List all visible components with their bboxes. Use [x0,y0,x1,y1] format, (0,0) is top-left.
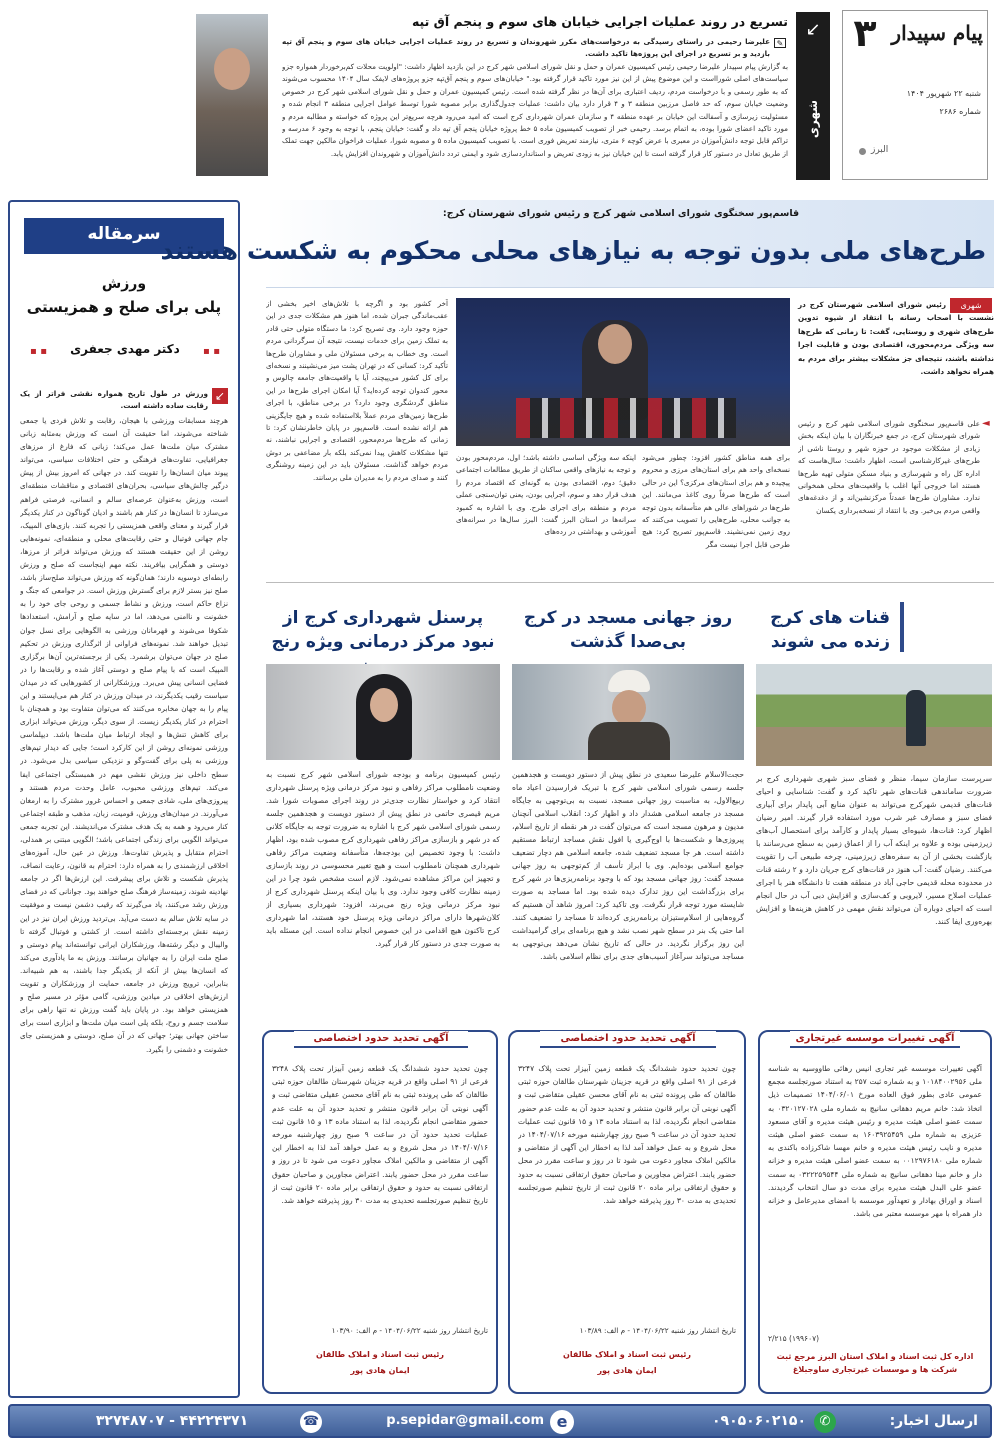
author-dashes-left: ▪ ▪ [30,346,48,357]
region-label: البرز [871,145,889,155]
main-col-mid2: برای همه مناطق کشور افزود: چطور می‌شود نسخه‌ای واحد هم برای استان‌های مرزی و محروم پیچیده و هم برای استان‌های مرکزی؟ این در حالی است که طرح‌ها صرفاً روی کاغذ می‌مانند. این طرح‌ها در شوراهای عالی هم متأسفانه بدون توجه به جوانب محلی، طرح‌هایی را تصویب می‌کنند که روی زمین نمی‌نشیند. قاسم‌پور تصریح کرد: هیچ طرحی قابل اجرا نیست مگر [642,453,790,549]
ad-box-2 [508,1030,746,1394]
date-line: شنبه ۲۲ شهریور ۱۴۰۴ [906,89,981,98]
qanat-headline: قنات های کرج زنده می شوند [770,608,890,652]
mosque-photo [512,664,744,760]
editorial-arrow-icon: ↙ [212,388,228,404]
logo [879,15,983,63]
speaker-face [598,324,632,364]
editorial-title-1: ورزش [101,276,147,292]
author-bar [30,342,220,360]
cleric-turban [608,670,650,692]
face-shape [214,48,250,90]
woman-face [370,688,398,722]
microphones [516,398,736,438]
main-col-mid1: اینکه سه ویژگی اساسی داشته باشد؛ اول، مردم‌محور بودن و توجه به نیازهای واقعی ساکنان از طریق مطالعات اجتماعی دقیق؛ دوم، اقتصادی بودن به گونه‌ای که اقتصاد مردم را هدف قرار دهد و سوم، اجرایی بودن، یعنی توان‌سنجی عملی مردم و منطقه برای اجرای طرح. وی با اشاره به کمبود سرانه‌ها در استان البرز گفت: البرز سال‌ها در سرانه‌های آموزشی و بهداشتی در رده‌های [456,453,636,537]
contact-bar [8,1404,992,1438]
main-col-left: آخر کشور بود و اگرچه با تلاش‌های اخیر بخشی از عقب‌ماندگی جبران شده، اما هنوز هم مشکلات جدی در این حوزه وجود دارد. وی تصریح کرد: ما دستگاه متولی حتی قادر به تملک زمین برای خدمات نیست، نتیجه آن سرگردانی مردم است. وی خطاب به برخی مسئولان ملی و مشاوران طرح‌ها تأکید کرد: کسانی که در تهران پشت میز می‌نشینند و نسخه‌ای برای کل کشور می‌پیچند، آیا با واقعیت‌های جامعه چالوس و محور کندوان توجه کرده‌اید؟ آیا امکان اجرای طرح‌ها در این مناطق گردشگری وجود دارد؟ در برخی مناطق، با اجرای طرح‌ها زمین‌های مردم عملاً بلااستفاده شده و هیچ جایگزینی هم ارائه نشده است. قاسم‌پور در پایان خاطرنشان کرد: تا زمانی که طرح‌ها مردم‌محور، اقتصادی و اجرایی نباشند، نه تنها مشکلات کاهش پیدا نمی‌کند بلکه بار مضاعفی بر دوش مردم خواهد گذاشت. مسئولان باید در این زمینه روشنگری کنند و صدای مردم را به مدیران ملی برسانند. [266,299,448,482]
staff-photo [266,664,500,760]
ad-box-3 [262,1030,498,1394]
mosque-body: حجت‌الاسلام علیرضا سعیدی در نطق پیش از دستور دویست و هجدهمین جلسه رسمی شورای اسلامی شهر کرج با تبریک فرارسیدن اعیاد ماه ربیع‌الاول، به مناسبت روز جهانی مسجد، نسبت به بی‌توجهی به جایگاه مسجد در جامعه اسلامی هشدار داد و اظهار کرد: انقلاب اسلامی آنچنان مدیون و مرهون مسجد است که می‌توان گفت در هر نقطه از تاریخ اسلام، پیروزی‌ها و شکست‌ها با اوج‌گیری یا افول نقش مساجد ارتباط مستقیم داشته است. هر جا مسجد تضعیف شده، جامعه اسلامی هم دچار تضعیف جوامع اسلامی بوده‌ایم. وی با ابراز تأسف از کم‌توجهی به روز جهانی مسجد گفت: روز جهانی مسجد بود که با وجود برنامه‌ریزی‌ها در شهر کرج برای بزرگداشت این روز تدارک دیده شده بود. اما مساجد به صورت شایسته مورد توجه قرار نگرفت. وی تاکید کرد: امروز شاهد آن هستیم که گروه‌هایی از اسلام‌ستیزان برنامه‌ریزی کرده‌اند تا مساجد را تضعیف کنند. اما حتی یک بنر در سطح شهر نصب نشد و هیچ برنامه‌ای برای گرامیداشت این روز برگزار نگردید. در حالی که تاریخ نشان می‌دهد بی‌توجهی به مساجد می‌تواند سرآغاز آسیب‌های جدی برای نظام اسلامی باشد. [512,770,744,961]
pencil-icon: ✎ [774,38,786,48]
section-label: شهری [806,99,820,139]
phone-icon: ☎ [300,1411,322,1433]
ad-2-footer: رئیس ثبت اسناد و املاک طالقان [563,1350,691,1359]
ad-3-title: آگهی تحدید حدود اختصاصی [294,1031,468,1048]
ad-3-footer-name: ایمان هادی پور [350,1366,410,1375]
logo-text: پیام سپیدار [891,21,983,45]
ad-2-footer-name: ایمان هادی پور [597,1366,657,1375]
ad-2-title: آگهی تحدید حدود اختصاصی [540,1031,716,1048]
press-conference-photo [456,298,790,446]
masthead [0,0,1000,192]
editorial-box [8,200,240,1398]
main-body-arrow-icon: ◄ [982,418,990,429]
main-col-right: علی قاسم‌پور سخنگوی شورای اسلامی شهر کرج و رئیس شورای شهرستان کرج، در جمع خبرنگاران با بیان اینکه بخش زیادی از مشکلات موجود در حوزه شهر و روستا ناشی از طرح‌های غیرکارشناسی است، اظهار داشت: سال‌هاست که اداره کل راه و شهرسازی و بنیاد مسکن متولی تهیه طرح‌ها هستند اما خروجی آنها اغلب با واقعیت‌های محلی همخوانی ندارد. مشاوران طرح‌ها عمدتاً مرکزنشین‌اند و از دغدغه‌های واقعی مردم بی‌خبر. وی با انتقاد از نسخه‌برداری یکسان [798,419,980,515]
ad-3-body: چون تحدید حدود ششدانگ یک قطعه زمین آبیزار تحت پلاک ۳۲۴۸ فرعی از ۹۱ اصلی واقع در قریه جزینان شهرستان طالقان حوزه ثبتی طالقان که طی پرونده ثبتی به نام آقای محسن عقیلی متقاضی ثبت و آگهی نوبتی آن برابر قانون منتشر و تحدید حدود آن به علت عدم حضور متقاضی انجام نگردیده، لذا به استناد ماده ۱۳ و ۱۵ قانون ثبت عملیات تحدید حدود آن در ساعت ۹ صبح روز چهارشنبه مورخه ۱۴۰۴/۰۷/۱۶ در محل شروع و به عمل خواهد آمد لذا به اخطار این آگهی از متقاضی و مالکین املاک مجاور دعوت می شود تا در روز و ساعت مقرر در محل حضور یابند. اعتراض مجاورین و صاحبان حقوق ارتفاقی نسبت به حدود و حقوق ارتفاقی برابر ماده ۲۰ قانون ثبت از تاریخ تنظیم صورتجلسه تحدیدی به مدت ۳۰ روز پذیرفته خواهد شد. [272,1064,488,1206]
main-kicker: قاسم‌پور سخنگوی شورای اسلامی شهر کرج و رئیس شورای شهرستان کرج: [442,208,800,219]
ad-1-footer-sub: (۱۹۹۶۰۷) ۲/۲۱۵ [768,1334,820,1343]
email-address[interactable]: p.sepidar@gmail.com [386,1413,544,1428]
arrow-icon: ↙ [805,19,821,40]
worker-figure [906,690,926,746]
ad-1-title: آگهی تغییرات موسسه غیرتجاری [790,1031,960,1048]
author-dashes-right: ▪ ▪ [202,346,220,357]
ad-2-body: چون تحدید حدود ششدانگ یک قطعه زمین آبیزار تحت پلاک ۳۲۴۷ فرعی از ۹۱ اصلی واقع در قریه جزینان شهرستان طالقان حوزه ثبتی طالقان که طی پرونده ثبتی به نام آقای محسن عقیلی متقاضی ثبت و آگهی نوبتی آن برابر قانون منتشر و تحدید حدود آن به علت عدم حضور متقاضی انجام نگردیده، لذا به استناد ماده ۱۳ و ۱۵ قانون ثبت عملیات تحدید حدود آن در ساعت ۹ صبح روز چهارشنبه مورخه ۱۴۰۴/۰۷/۱۶ در محل شروع و به عمل خواهد آمد لذا به اخطار این آگهی از متقاضی و مالکین املاک مجاور دعوت می شود تا در روز و ساعت مقرر در محل حضور یابند. اعتراض مجاورین و صاحبان حقوق ارتفاقی نسبت به حدود و حقوق ارتفاقی برابر ماده ۲۰ قانون ثبت از تاریخ تنظیم صورتجلسه تحدیدی به مدت ۳۰ روز پذیرفته خواهد شد. [518,1064,736,1206]
region-dot [859,148,866,155]
staff-headline: پرسنل شهرداری کرج از نبود مرکز درمانی ویژه رنج [271,608,495,652]
editorial-section-title: سرمقاله [87,224,161,244]
page-number: ۳ [853,11,877,55]
ad-2-footer-sub: تاریخ انتشار روز شنبه ۱۴۰۴/۰۶/۲۲ - م الف: ۱۰۳/۸۹ [579,1326,736,1335]
cleric-robe [588,722,670,760]
email-icon: e [550,1410,574,1434]
editorial-body: هرچند مسابقات ورزشی با هیجان، رقابت و تلاش فردی یا جمعی شناخته می‌شوند، اما حقیقت آن است که ورزش به‌مثابه زبانی مشترک میان ملت‌ها عمل می‌کند؛ زبانی که فارغ از مرزهای جغرافیایی، تفاوت‌های فرهنگی و حتی اختلافات سیاسی، می‌تواند پیوند میان انسان‌ها را تقویت کند. در جهانی که امروز بیش از پیش درگیر چالش‌های سیاسی، بحران‌های اقتصادی و مناقشات منطقه‌ای است، ورزش به‌عنوان عرصه‌ای سالم و انسانی، فرصتی فراهم می‌سازد تا انسان‌ها در کنار هم باشند و ادیان گوناگون در کنار یکدیگر قرار گیرند و معنای واقعی همزیستی را تجربه کنند. بازی‌های المپیک، جام جهانی فوتبال و حتی رقابت‌های محلی و منطقه‌ای، نمونه‌هایی روشن از این حقیقت هستند که ورزش می‌تواند فراتر از مرزها، دوستی و همگرایی بیافریند. نکته مهم اینجاست که صلح و ورزش رابطه‌ای دوسویه دارند؛ همان‌گونه که ورزش می‌تواند صلح‌ساز باشد، صلح نیز بستر لازم برای گسترش ورزش است. در جوامعی که جنگ و نزاع حاکم است، ورزش و نشاط جسمی و روحی جای خود را به خشونت و ناامنی می‌دهد، اما در سایه صلح و آرامش، استعدادها شکوفا می‌شوند و قهرمانان ورزشی به الگوهایی برای نسل جوان تبدیل خواهند شد. نمونه‌های فراوانی از اثرگذاری ورزش در تحکیم صلح در جهان می‌توان برشمرد. یکی از برجسته‌ترین آن‌ها برگزاری المپیک است که با پیام صلح و دوستی آغاز شده و رقابت‌ها را در فضایی انسانی پیش می‌برد. ورزشکارانی از کشورهایی که در میدان سیاست رقیب یکدیگرند، در میدان ورزش در کنار هم می‌ایستند و این پیام را به جهان مخابره می‌کنند که می‌توان متفاوت بود و همچنان با احترام در کنار یکدیگر زیست. از سوی دیگر، ورزش می‌تواند ابزاری برای کاهش تنش‌ها و ایجاد ارتباط میان ملت‌ها باشد. دیپلماسی ورزشی نمونه‌ای روشن از این کارکرد است؛ جایی که دیدار تیم‌های ورزشی به پلی برای گفت‌وگو و نزدیکی سیاسی بدل می‌شود. در سطح داخلی نیز ورزش نقشی مهم در همبستگی اجتماعی ایفا می‌کند. تیم‌های ورزشی محبوب، عامل وحدت مردم هستند و پیروزی‌های ملی، شادی جمعی و احساس غرور مشترک را به ارمغان می‌آورند. در میدان‌های ورزش، قومیت، زبان، مذهب و طبقه اجتماعی کنار می‌رود و همه به یک هدف مشترک می‌اندیشند. این تجربه جمعی می‌تواند الگویی برای زندگی اجتماعی باشد؛ الگویی مبتنی بر همدلی، احترام متقابل و پذیرش تفاوت‌ها. ورزش در عین حال، آموزه‌های اخلاقی ارزشمندی را به همراه دارد: احترام به قانون، رعایت انصاف، پذیرش شکست و تلاش برای پیشرفت. این ارزش‌ها اگر در جامعه نهادینه شوند، زمینه‌ساز فرهنگ صلح خواهند بود. جوانانی که در فضای ورزش رشد می‌کنند، یاد می‌گیرند که رقیب دشمن نیست و موفقیت در سایه تلاش سالم به دست می‌آید. بی‌تردید ورزش ایران نیز در این زمینه نقش برجسته‌ای داشته است. از کشتی و فوتبال گرفته تا والیبال و دیگر رشته‌ها، ورزشکاران ایرانی توانسته‌اند پیام دوستی و صلح ملت ایران را به جهانیان برسانند. ورزش به ما یادآوری می‌کند که انسان‌ها بیش از آنکه از یکدیگر جدا باشند، به هم شبیه‌اند. بنابراین، ترویج ورزش در جامعه، حمایت از ورزشکاران و تقویت ارزش‌های اخلاقی در میادین ورزشی، گامی مؤثر در مسیر صلح و همزیستی خواهد بود. در پایان باید گفت ورزش نه تنها راهی برای سلامت جسم و روح، بلکه پلی است میان ملت‌ها و ابزاری است برای ساختن جهانی بهتر؛ جهانی که در آن صلح، دوستی و همزیستی جای خشونت و دشمنی را بگیرد. [20,416,228,1054]
qanat-accent [900,602,904,652]
rahimi-photo [196,14,268,176]
top-story-lead: علیرضا رحیمی در راستای رسیدگی به درخواست‌های مکرر شهروندان و تسریع در روند عملیات اجرایی خیابان های سوم و پنجم آق تپه بازدید و بر تسریع در اجرای این پروژه‌ها تاکید داشت. [282,37,770,59]
top-story-body: به گزارش پیام سپیدار علیرضا رحیمی رئیس کمیسیون عمران و حمل و نقل شورای اسلامی شهر کرج در این بازدید اظهار داشت: "اولویت محلات کم‌برخوردار همواره جزو سیاست‌های اصلی شورااست و این موضوع پیش از این نیز مورد تاکید قرار گرفته بود." خیابان‌های سوم و پنجم آق‌تپه جزو پروژه‌های لایفک سال ۱۴۰۴ محسوب می‌شوند که به طور رسمی و با درخواست مردم، ردیف اعتباری برای آن‌ها در نظر گرفته شده است. رئیس کمیسیون عمران و حمل و نقل شورای اسلامی شهر کرج در خصوص وضعیت خیابان سوم، که حد فاصل مرزبین منطقه ۳ و ۴ قرار دارد بیان داشت: عملیات جدول‌گذاری برابر مصوبه شورا توسط عوامل اجرایی منطقه ۳ انجام شده و مسئولیت زیرسازی و آسفالت این خیابان بر عهده منطقه ۴ و سازمان عمران شهرداری کرج است که امید می‌رود هرچه سریع‌تر این پروژه که خواسته و مطالبه مردم و مورد تاکید اعضای شورا بوده، به اتمام برسد. رحیمی خبر از تصویب کمیسیون ماده ۵ خط پروژه خیابان پنجم آق تپه داد و گفت: خیابان پنجم، با توجه به وجود ۶ مدرسه و تراکم قابل توجه دانش‌آموزان در معبری با عرض کوچه ۶ متری، نیازمند تعریض فوری است. با تصویب کمیسیون ماده ۵ و مصوبه شورا، عملیات فراخوان مالکین جهت تملک از طریق تعادل در دستور کار قرار گرفته است تا این خیابان نیز به زودی تعریض و استانداردسازی شود و ایمنی تردد دانش‌آموزان و شهروندان افزایش یابد. [282,62,788,158]
logo-box [842,10,988,180]
editorial-title-2: پلی برای صلح و همزیستی [26,298,222,316]
qanat-body: سرپرست سازمان سیما، منظر و فضای سبز شهری شهرداری کرج بر ضرورت ساماندهی قنات‌های شهر تاکید کرد و گفت: شناسایی و احیای قنات‌های قدیمی شهرکرج می‌تواند به عنوان منابع آبی پایدار برای آبیاری فضای سبز و مصارف غیر شرب مورد استفاده قرار گیرند. امیر رضیان اظهار کرد: قنات‌ها، شیوه‌ای بسیار پایدار و کارآمد برای استحصال آب‌های زیرزمینی بوده و علاوه بر اینکه آب را از اعماق زمین به سطح می‌رسانند با بازگشت بخشی از آن به سفره‌های زیرزمینی، چرخه طبیعی آب را تقویت می‌کنند. رضیان گفت: آب هنوز در قنات‌های کرج جریان دارد و ۲ رشته قنات در محدوده محله قدیمی حاجی آباد در منطقه هفت تا دانشگاه هنر با اجرای عملیات اصلاح مسیر، لایروبی و کف‌سازی و افزایش دبی آب در حال انجام است که احیای دوباره آن می‌تواند نقش مهمی در کاهش هزینه‌ها و افزایش بهره‌وری ایفا کنند. [756,774,992,926]
main-lead: رئیس شورای اسلامی شهرستان کرج در نشست با اصحاب رسانه با انتقاد از شیوه تدوین طرح‌های شهری و روستایی، گفت: تا زمانی که طرح‌ها سه ویژگی مردم‌محوری، اقتصادی بودن و قابلیت اجرا نداشته باشند، نتیجه‌ای جز مشکلات بیشتر برای مردم به همراه نخواهد داشت. [798,300,994,377]
mosque-headline: روز جهانی مسجد در کرج بی‌صدا گذشت [523,608,733,652]
main-banner [160,200,994,288]
ad-3-footer: رئیس ثبت اسناد و املاک طالقان [316,1350,444,1359]
section-tab [796,12,830,180]
author-name: دکتر مهدی جعفری [70,342,180,356]
editorial-lead: ورزش در طول تاریخ همواره نقشی فراتر از یک رقابت ساده داشته است. [20,389,208,411]
staff-body: رئیس کمیسیون برنامه و بودجه شورای اسلامی شهر کرج نسبت به وضعیت نامطلوب مراکز رفاهی و نبود مرکز درمانی ویژه پرسنل شهرداری انتقاد کرد و خواستار نظارت جدی‌تر در روند اجرای مصوبات شورا شد. مریم قیصری حاتمی در نطق پیش از دستور دویست و هجدهمین جلسه رسمی شورای اسلامی شهر کرج با اشاره به ضرورت توجه به جایگاه کلانی که در شهر و بازسازی مراکز رفاهی شهرداری کرج مصوب شده بود، اظهار داشت: با وجود تخصیص این بودجه‌ها، متأسفانه وضعیت مراکز رفاهی شهرداری همچنان نامطلوب است و هیچ تغییر محسوسی در روند بازسازی و تجهیز این مراکز مشاهده نمی‌شود. لازم است مشخص شود چرا در این زمینه نظارت کافی وجود ندارد. وی با بیان اینکه پرسنل شهرداری کرج از نبود مرکز درمانی ویژه رنج می‌برند، افزود: شهرداری بسیاری از کلان‌شهرها دارای مراکز درمانی ویژه پرسنل خود هستند، اما شهرداری کرج تاکنون هیچ اقدامی در این خصوص انجام نداده است. این مسئله باید به صورت جدی در دستور کار قرار گیرد. [266,770,500,948]
issue-line: شماره ۲۶۸۶ [939,107,981,116]
phone-numbers[interactable]: ۳۲۷۴۸۷۰۷ - ۴۴۲۲۴۳۷۱ [95,1413,249,1429]
cleric-face [612,690,646,726]
qanat-photo [756,664,992,766]
contact-label: ارسال اخبار: [889,1413,978,1429]
ad-1-footer: اداره کل ثبت اسناد و املاک استان البرز مرجع ثبت شرکت ها و موسسات غیرتجاری ساوجبلاغ [776,1352,974,1374]
main-tag: شهری [950,298,992,313]
whatsapp-icon: ✆ [814,1411,836,1433]
ad-1-body: آگهی تغییرات موسسه غیر تجاری انیس رهائی طاووسیه به شناسه ملی ۱۰۱۸۴۰۰۲۹۵۶ و به شماره ثبت ۲۵۷ به استناد صورتجلسه مجمع عمومی عادی بطور فوق العاده مورخ ۱۴۰۴/۰۶/۰۱ تصمیمات ذیل اتخاذ شد: خانم مریم دهقانی سانیچ به شماره ملی ۰۳۲۰۱۲۷۰۲۸ به سمت عضو اصلی هیئت مدیره و رئیس هیئت مدیره و آقای مسعود عزیزی به شماره ملی ۱۶۰۳۹۲۵۴۵۹ به سمت عضو اصلی هیئت مدیره و نایب رئیس هیئت مدیره و خانم مهسا شاکرزاده باکندی به شماره ملی ۰۰۱۲۹۷۶۱۸۰ به سمت عضو اصلی هیئت مدیره و خزانه دار و خانم مینا دهقانی سانیچ به شماره ملی ۰۳۲۲۲۵۹۵۴۴ به سمت عضو علی البدل هیئت مدیره برای مدت دو سال انتخاب گردیدند. اسناد و اوراق بهادار و تعهدآور موسسه با امضای مدیرعامل و خزانه دار همراه با مهر موسسه معتبر می باشد. [768,1064,982,1219]
top-story-title: تسریع در روند عملیات اجرایی خیابان های سوم و پنجم آق تپه [411,14,788,29]
ad-box-1 [758,1030,992,1394]
ad-3-footer-sub: تاریخ انتشار روز شنبه ۱۴۰۴/۰۶/۲۲ - م الف: ۱۰۳/۹۰ [331,1326,488,1335]
main-divider [266,582,994,583]
main-headline: طرح‌های ملی بدون توجه به نیازهای محلی محکوم به شکست هستند [160,236,986,265]
whatsapp-number[interactable]: ۰۹۰۵۰۶۰۲۱۵۰ [712,1413,806,1429]
